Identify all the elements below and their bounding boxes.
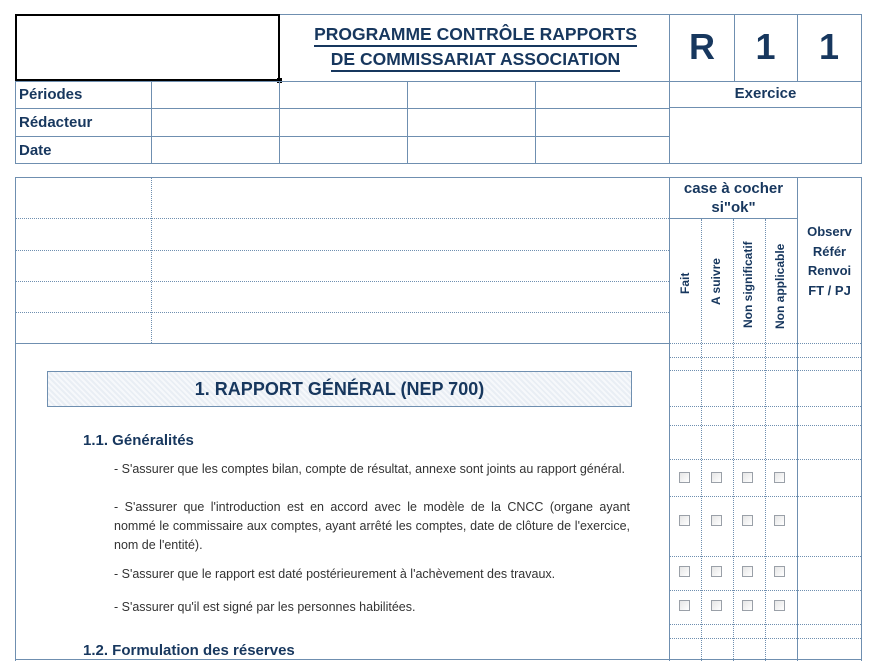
checklist-item-2: - S'assurer que l'introduction est en accord avec le modèle de la CNCC (organe ayant nommé le commissaire aux comptes, ayant arrêté les comptes, date de clôture de l'exercice, nom de l'entité). [114, 500, 630, 552]
observ-header: Observ Référ Renvoi FT / PJ [807, 224, 852, 298]
checklist-item-3: - S'assurer que le rapport est daté postérieurement à l'achèvement des travaux. [114, 567, 556, 581]
checkbox-non-applicable[interactable] [774, 472, 785, 483]
document-title: PROGRAMME CONTRÔLE RAPPORTS DE COMMISSARIAT ASSOCIATION [283, 22, 668, 72]
checkbox-a-suivre[interactable] [711, 566, 722, 577]
code-number-1: 1 [755, 26, 776, 67]
row-label-date: Date [19, 142, 52, 159]
subsection-title-2: 1.2. Formulation des réserves [83, 642, 295, 659]
logo-box[interactable] [15, 14, 280, 81]
row-label-periodes: Périodes [19, 86, 83, 103]
col-header-fait: Fait [678, 272, 692, 294]
checkbox-fait[interactable] [679, 600, 690, 611]
checkbox-fait[interactable] [679, 515, 690, 526]
code-number-2: 1 [818, 26, 840, 67]
checkbox-non-significatif[interactable] [742, 515, 753, 526]
checkbox-non-significatif[interactable] [742, 600, 753, 611]
checkbox-a-suivre[interactable] [711, 472, 722, 483]
checkbox-non-applicable[interactable] [774, 600, 785, 611]
checkbox-non-significatif[interactable] [742, 566, 753, 577]
section-title: 1. RAPPORT GÉNÉRAL (NEP 700) [47, 371, 632, 407]
col-header-a-suivre: A suivre [709, 258, 723, 305]
checkbox-non-applicable[interactable] [774, 566, 785, 577]
checkbox-non-significatif[interactable] [742, 472, 753, 483]
checkbox-fait[interactable] [679, 472, 690, 483]
checkbox-non-applicable[interactable] [774, 515, 785, 526]
exercice-label: Exercice [734, 85, 797, 102]
col-header-non-applicable: Non applicable [773, 243, 787, 329]
checkbox-fait[interactable] [679, 566, 690, 577]
subsection-title-1: 1.1. Généralités [83, 432, 194, 449]
checklist-item-4: - S'assurer qu'il est signé par les personnes habilitées. [114, 600, 416, 614]
code-letter: R [689, 26, 715, 67]
checkbox-a-suivre[interactable] [711, 515, 722, 526]
checkbox-a-suivre[interactable] [711, 600, 722, 611]
checklist-item-1: - S'assurer que les comptes bilan, compte de résultat, annexe sont joints au rapport général. [114, 462, 626, 476]
row-label-redacteur: Rédacteur [19, 114, 93, 131]
col-header-non-significatif: Non significatif [741, 241, 755, 328]
check-group-label: case à cocher si"ok" [683, 180, 784, 216]
